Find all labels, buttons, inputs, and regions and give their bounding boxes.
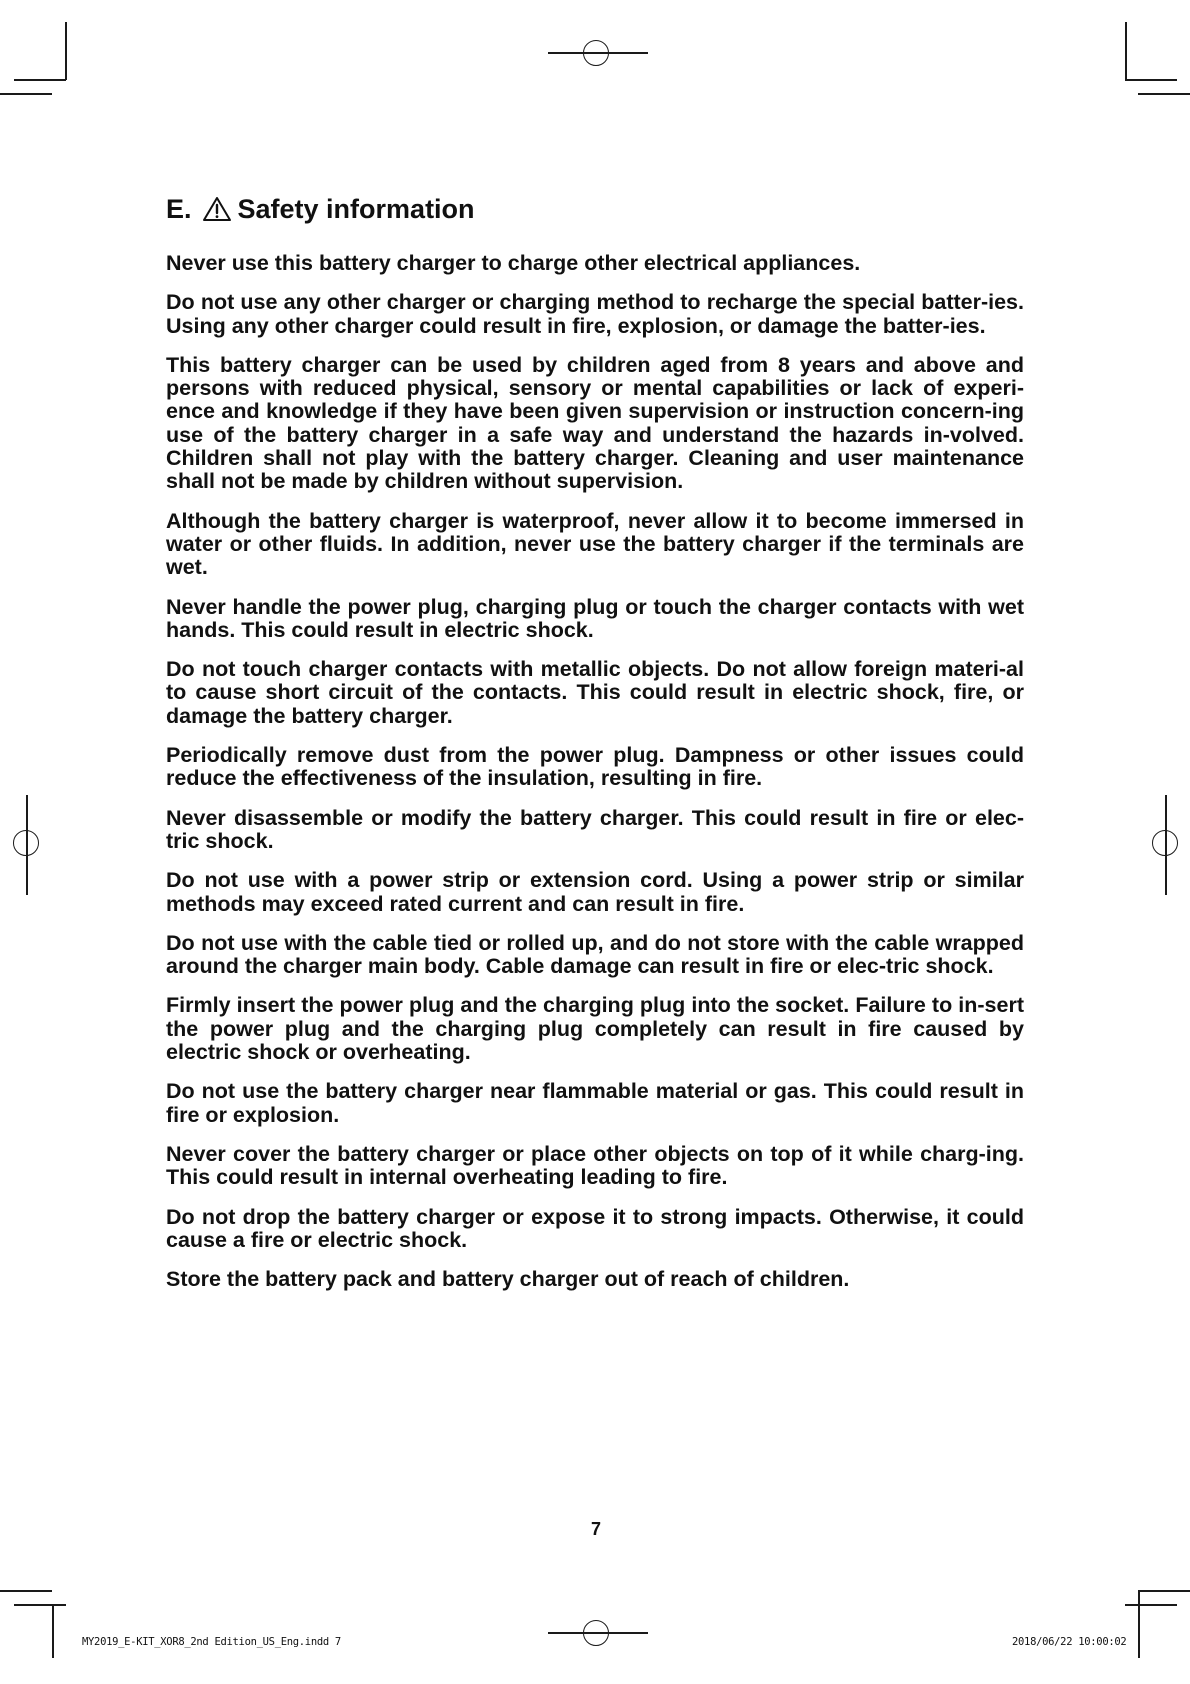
registration-mark-right-circle [1152,830,1178,856]
paragraph: This battery charger can be used by children aged from 8 years and above and persons with reduced physical, sensory or mental capabilities or lack of experi-ence and knowledge if they have been given supervision or instruction concern-ing use of the battery charger in a safe way and understand the hazards in-volved. Children shall not play with the battery charger. Cleaning and user maintenance shall not be made by children without supervision. [166,352,1024,494]
paragraph: Do not use with the cable tied or rolled up, and do not store with the cable wrapped around the charger main body. Cable damage can result in fire or elec-tric shock. [166,930,1024,979]
section-prefix: E. [166,194,192,224]
warning-triangle-icon [202,196,232,222]
section-title-text: Safety information [237,194,475,224]
crop-mark [14,1604,66,1606]
paragraph: Never cover the battery charger or place other objects on top of it while charg-ing. This could result in internal overheating leading to fire. [166,1141,1024,1190]
paragraph: Never use this battery charger to charge other electrical appliances. [166,251,861,275]
crop-mark [0,93,52,95]
paragraph: Periodically remove dust from the power plug. Dampness or other issues could reduce the effectiveness of the insulation, resulting in fire. [166,743,1024,791]
safety-content [166,252,1024,1307]
paragraph: Do not use any other charger or charging method to recharge the special batter-ies. Using any other charger could result in fire, explosion, or damage the batter-ies. [166,290,1024,338]
crop-mark [14,79,66,81]
crop-mark [65,22,67,80]
crop-mark [52,1604,54,1658]
paragraph: Do not drop the battery charger or expose it to strong impacts. Otherwise, it could cause a fire or electric shock. [166,1204,1024,1252]
registration-mark-top-circle [583,40,609,66]
paragraph: Never disassemble or modify the battery charger. This could result in fire or elec-tric shock. [166,805,1024,853]
paragraph: Store the battery pack and battery charger out of reach of children. [166,1267,850,1292]
crop-mark [1125,79,1177,81]
page-number: 7 [590,1519,601,1539]
crop-mark [1138,1590,1190,1592]
crop-mark [1125,22,1127,80]
slug-datetime: 2018/06/22 10:00:02 [1012,1636,1127,1648]
crop-mark [1138,93,1190,95]
section-title [166,193,475,225]
paragraph: Do not use with a power strip or extension cord. Using a power strip or similar methods may exceed rated current and can result in fire. [166,868,1024,916]
paragraph: Never handle the power plug, charging plug or touch the charger contacts with wet hands. This could result in electric shock. [166,594,1024,642]
paragraph: Do not touch charger contacts with metallic objects. Do not allow foreign materi-al to cause short circuit of the contacts. This could result in electric shock, fire, or damage the battery charger. [166,657,1024,728]
slug-file-info: MY2019_E-KIT_XOR8_2nd Edition_US_Eng.indd 7 [82,1636,341,1648]
crop-mark [1138,1590,1140,1658]
registration-mark-bottom-circle [583,1620,609,1646]
paragraph: Although the battery charger is waterproof, never allow it to become immersed in water or other fluids. In addition, never use the battery charger if the terminals are wet. [166,508,1024,580]
crop-mark [1125,1604,1177,1606]
paragraph: Do not use the battery charger near flammable material or gas. This could result in fire or explosion. [166,1079,1024,1127]
registration-mark-left-circle [13,830,39,856]
crop-mark [0,1590,52,1592]
paragraph: Firmly insert the power plug and the charging plug into the socket. Failure to in-sert the power plug and the charging plug completely can result in fire caused by electric shock or overheating. [166,993,1024,1065]
